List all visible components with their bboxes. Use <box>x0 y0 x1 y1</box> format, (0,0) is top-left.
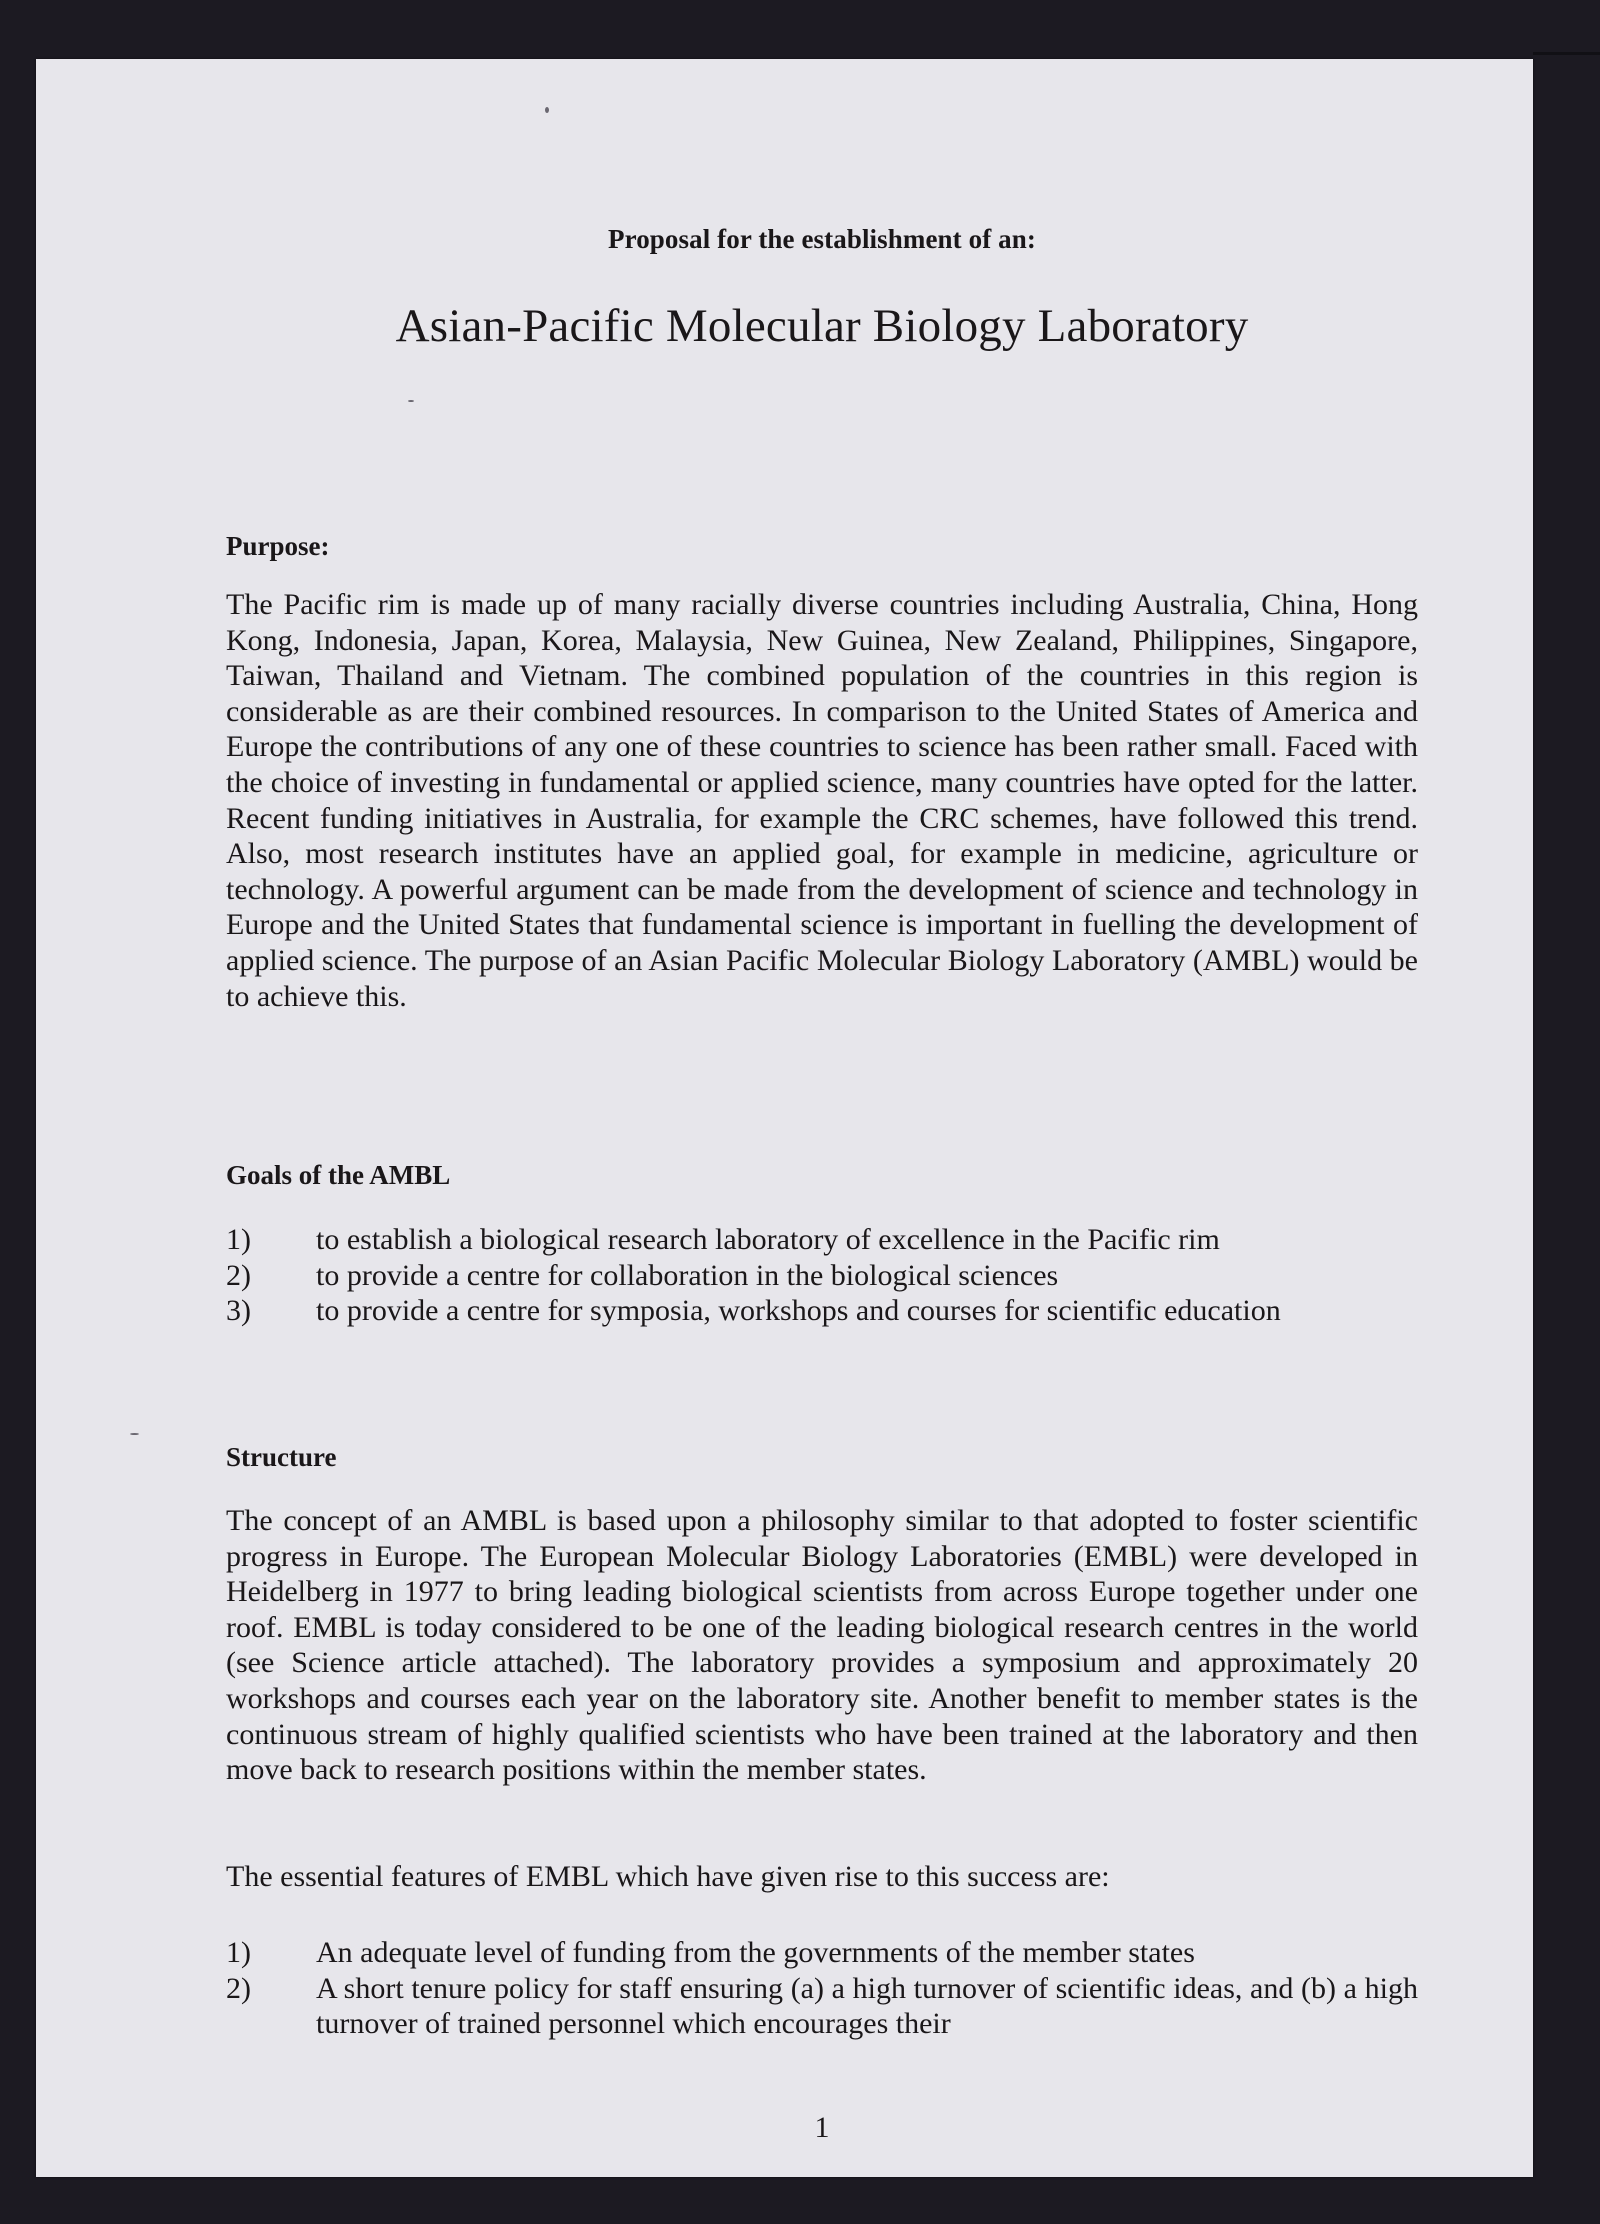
features-intro: The essential features of EMBL which have given rise to this success are: <box>226 1860 1110 1893</box>
goal-text: to provide a centre for symposia, workshops and courses for scientific education <box>316 1294 1281 1327</box>
goals-list <box>226 1222 1418 1329</box>
paper-speck <box>408 400 414 402</box>
goal-number: 1) <box>226 1223 251 1256</box>
document-page <box>36 59 1533 2177</box>
backdrop-seam <box>1533 52 1600 55</box>
feature-text: An adequate level of funding from the governments of the member states <box>316 1936 1195 1969</box>
structure-paragraph: The concept of an AMBL is based upon a philosophy similar to that adopted to foster scientific progress in Europe. The European Molecular Biology Laboratories (EMBL) were developed in Heidelberg in 1977 to bring leading biological scientists from across Europe together under one roof. EMBL is today considered to be one of the leading biological research centres in the world (see Science article attached). The laboratory provides a symposium and approximately 20 workshops and courses each year on the laboratory site. Another benefit to member states is the continuous stream of highly qualified scientists who have been trained at the laboratory and then move back to research positions within the member states. <box>226 1504 1418 1787</box>
feature-item <box>226 1971 1418 2042</box>
section-heading-structure: Structure <box>226 1442 337 1472</box>
goal-number: 2) <box>226 1258 251 1292</box>
feature-number: 1) <box>226 1936 251 1969</box>
section-heading-purpose: Purpose: <box>226 531 330 561</box>
purpose-paragraph: The Pacific rim is made up of many racially diverse countries including Australia, China, Hong Kong, Indonesia, Japan, Korea, Malaysia, New Guinea, New Zealand, Philippines, Singapore, Taiwan, Thailand and Vietnam. The combined population of the countries in this region is considerable as are their combined resources. In comparison to the United States of America and Europe the contributions of any one of these countries to science has been rather small. Faced with the choice of investing in fundamental or applied science, many countries have opted for the latter. Recent funding initiatives in Australia, for example the CRC schemes, have followed this trend. Also, most research institutes have an applied goal, for example in medicine, agriculture or technology. A powerful argument can be made from the development of science and technology in Europe and the United States that fundamental science is important in fuelling the development of applied science. The purpose of an Asian Pacific Molecular Biology Laboratory (AMBL) would be to achieve this. <box>226 588 1418 1013</box>
feature-text: A short tenure policy for staff ensuring (a) a high turnover of scientific ideas, and (b) a high turnover of trained personnel which encourages their <box>316 1971 1418 2040</box>
feature-number: 2) <box>226 1971 251 2005</box>
goal-number: 3) <box>226 1294 251 1327</box>
goal-text: to provide a centre for collaboration in the biological sciences <box>316 1258 1059 1292</box>
goal-item <box>226 1258 1418 1294</box>
document-kicker: Proposal for the establishment of an: <box>608 224 1036 254</box>
paper-speck <box>545 107 549 113</box>
feature-item <box>226 1935 1418 1971</box>
section-heading-goals: Goals of the AMBL <box>226 1160 451 1190</box>
paper-speck <box>130 1433 139 1435</box>
features-list <box>226 1935 1418 2042</box>
document-title: Asian-Pacific Molecular Biology Laboratory <box>395 300 1249 352</box>
goal-text: to establish a biological research laboratory of excellence in the Pacific rim <box>316 1223 1220 1256</box>
goal-item <box>226 1222 1418 1258</box>
page-number: 1 <box>814 2111 830 2144</box>
goal-item <box>226 1293 1418 1329</box>
